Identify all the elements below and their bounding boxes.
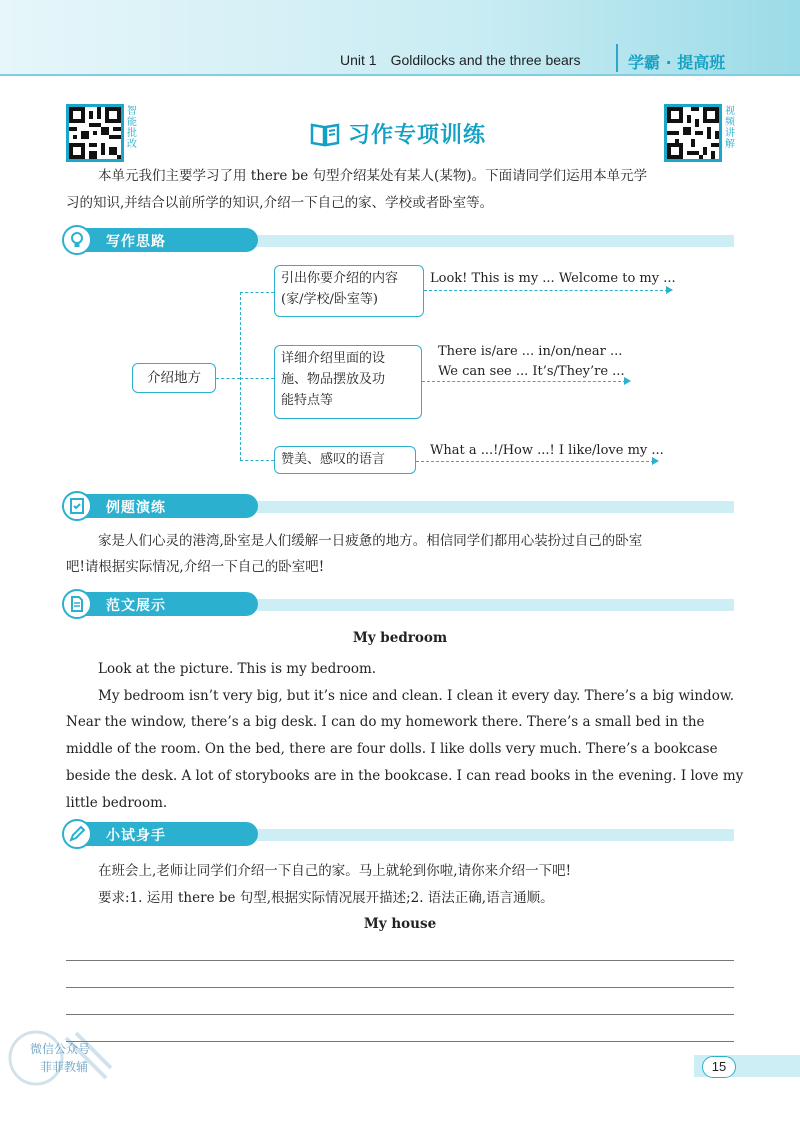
section-title: 范文展示: [106, 598, 166, 614]
watermark-text: [30, 1040, 90, 1076]
mindmap-branch-3: [274, 446, 416, 474]
connector: [240, 292, 241, 460]
page-number-band: [694, 1055, 800, 1077]
practice-line-1: 在班会上,老师让同学们介绍一下自己的家。马上就轮到你啦,请你来介绍一下吧!: [98, 863, 572, 879]
branch-line: 详细介绍里面的设: [281, 351, 386, 366]
section-pill: [78, 494, 258, 518]
watermark-line: 菲菲教辅: [40, 1060, 89, 1074]
unit-name: Goldilocks and the three bears: [390, 52, 581, 68]
connector: [240, 378, 274, 379]
watermark-line: 微信公众号: [30, 1042, 91, 1056]
qr-pattern-icon: [667, 107, 719, 159]
branch-2-pattern-1: There is/are ... in/on/near ...: [438, 344, 623, 359]
model-line-4: beside the desk. A lot of storybooks are in the bookcase. I can read books in the evening. I love my: [66, 768, 744, 784]
branch-line: 引出你要介绍的内容: [281, 271, 399, 286]
unit-title: [340, 52, 580, 68]
model-line-5: little bedroom.: [66, 795, 168, 811]
branch-line: (家/学校/卧室等): [281, 292, 378, 307]
header-separator: [616, 44, 618, 72]
connector: [424, 290, 668, 291]
intro-line-1: 本单元我们主要学习了用 there be 句型介绍某处有某人(某物)。下面请同学们运用本单元学: [98, 168, 648, 184]
checklist-icon: [62, 491, 92, 521]
arrow-right-icon: [652, 457, 659, 465]
intro-line-2: 习的知识,并结合以前所学的知识,介绍一下自己的家、学校或者卧室等。: [66, 195, 494, 211]
qr-pattern-icon: [69, 107, 121, 159]
connector: [240, 460, 274, 461]
practice-line-2: 要求:1. 运用 there be 句型,根据实际情况展开描述;2. 语法正确,语言通顺。: [98, 890, 554, 906]
mindmap-root: 介绍地方: [132, 363, 216, 393]
document-icon: [62, 589, 92, 619]
branch-line: 能特点等: [281, 393, 334, 408]
lightbulb-icon: [62, 225, 92, 255]
pencil-icon: [62, 819, 92, 849]
practice-title: My house: [363, 916, 437, 932]
book-icon: [310, 121, 340, 147]
unit-number: Unit 1: [340, 52, 377, 68]
qr-right-label: 视频讲解: [725, 106, 735, 150]
qr-code-right[interactable]: [664, 104, 722, 162]
model-paragraph-1: Look at the picture. This is my bedroom.: [98, 661, 377, 677]
connector: [416, 461, 654, 462]
model-title: My bedroom: [352, 630, 448, 646]
section-model-essay: [62, 590, 734, 620]
connector: [240, 292, 274, 293]
page-title-text: 习作专项训练: [348, 123, 487, 148]
example-line-2: 吧!请根据实际情况,介绍一下自己的卧室吧!: [66, 559, 325, 575]
branch-3-pattern: What a ...!/How ...! I like/love my ...: [430, 443, 664, 458]
section-practice: [62, 820, 734, 850]
page-title: [310, 118, 486, 149]
section-title: 写作思路: [106, 234, 166, 250]
mindmap-branch-2: [274, 345, 422, 419]
writing-line[interactable]: [66, 987, 734, 988]
model-line-3: middle of the room. On the bed, there are four dolls. I like dolls very much. There’s a bookcase: [66, 741, 718, 757]
page-number: 15: [702, 1056, 736, 1078]
section-writing-ideas: [62, 226, 734, 256]
arrow-right-icon: [666, 286, 673, 294]
section-pill: [78, 822, 258, 846]
connector: [422, 381, 626, 382]
example-line-1: 家是人们心灵的港湾,卧室是人们缓解一日疲惫的地方。相信同学们都用心装扮过自己的卧室: [98, 533, 643, 549]
section-title: 例题演练: [106, 500, 166, 516]
branch-1-pattern: Look! This is my ... Welcome to my ...: [430, 271, 676, 286]
branch-2-pattern-2: We can see ... It’s/They’re ...: [438, 364, 625, 379]
section-title: 小试身手: [106, 828, 166, 844]
writing-line[interactable]: [66, 1041, 734, 1042]
writing-line[interactable]: [66, 1014, 734, 1015]
branch-line: 赞美、感叹的语言: [281, 452, 386, 467]
model-line-1: My bedroom isn’t very big, but it’s nice and clean. I clean it every day. There’s a big window.: [98, 688, 735, 704]
brand-label: 学霸 · 提高班: [628, 53, 726, 72]
section-example: [62, 492, 734, 522]
qr-left-label: 智能批改: [127, 106, 137, 150]
arrow-right-icon: [624, 377, 631, 385]
header-divider: [0, 74, 800, 76]
mindmap-branch-1: [274, 265, 424, 317]
qr-code-left[interactable]: [66, 104, 124, 162]
branch-line: 施、物品摆放及功: [281, 372, 386, 387]
writing-line[interactable]: [66, 960, 734, 961]
section-pill: [78, 592, 258, 616]
model-line-2: Near the window, there’s a big desk. I can do my homework there. There’s a small bed in the: [66, 714, 705, 730]
section-pill: [78, 228, 258, 252]
connector: [216, 378, 240, 379]
